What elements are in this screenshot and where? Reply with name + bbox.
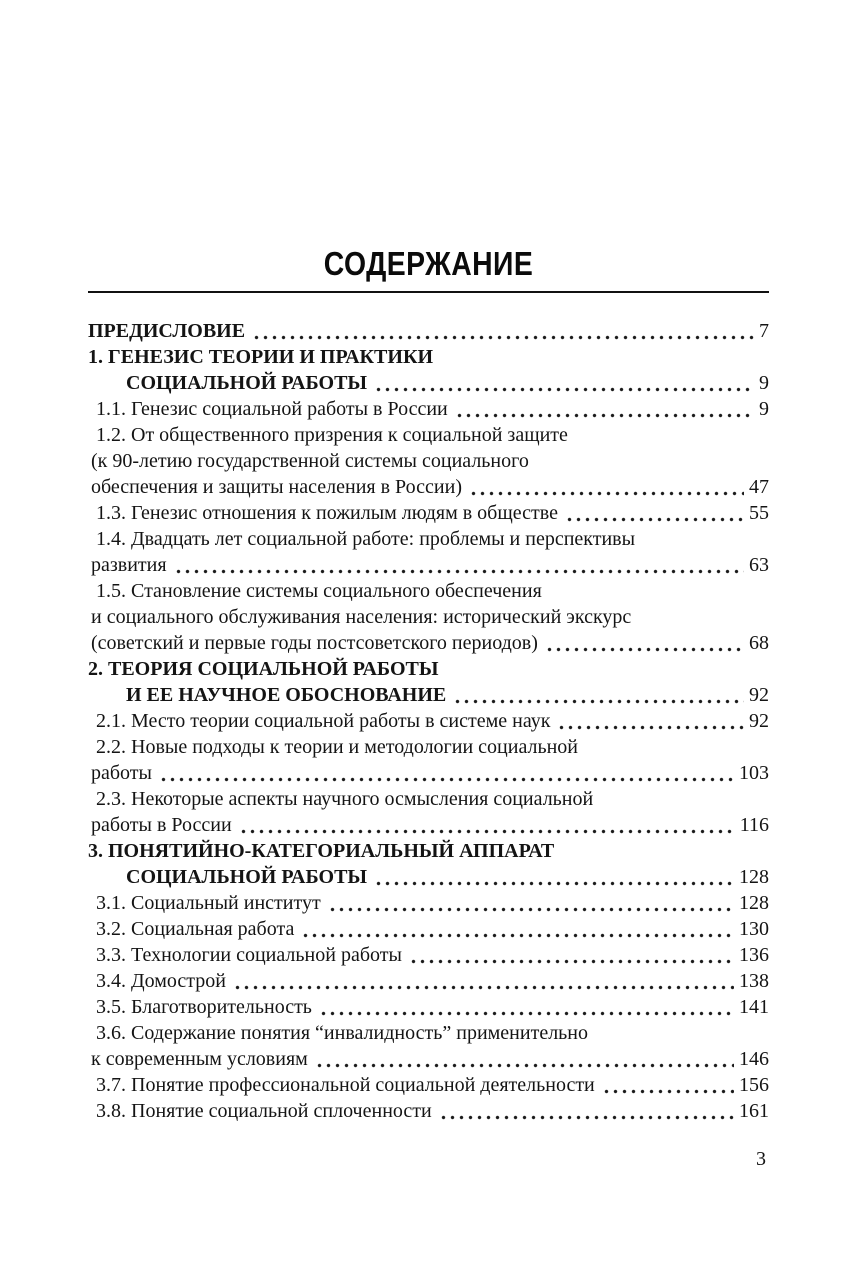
toc-entry-text: 3.5. Благотворительность bbox=[96, 996, 312, 1018]
dot-leader bbox=[453, 682, 744, 708]
toc-content bbox=[88, 0, 769, 1172]
toc-entry bbox=[88, 526, 769, 578]
dot-leader bbox=[174, 552, 744, 578]
toc-entry-text: 1.5. Становление системы социального обеспечения bbox=[96, 580, 542, 602]
dot-leader bbox=[469, 474, 744, 500]
toc-entry-text: СОЦИАЛЬНОЙ РАБОТЫ bbox=[126, 866, 368, 888]
toc-page-number: 55 bbox=[749, 502, 769, 524]
dot-leader bbox=[233, 968, 734, 994]
toc-entry bbox=[88, 838, 769, 890]
toc-entry-text: 3.6. Содержание понятия “инвалидность” применительно bbox=[96, 1022, 589, 1044]
toc-entry-text: И ЕЕ НАУЧНОЕ ОБОСНОВАНИЕ bbox=[126, 684, 447, 706]
toc-page-number: 116 bbox=[739, 814, 769, 836]
dot-leader bbox=[557, 708, 744, 734]
dot-leader bbox=[301, 916, 734, 942]
dot-leader bbox=[409, 942, 734, 968]
toc-entry bbox=[88, 344, 769, 396]
toc-entry-text: (советский и первые годы постсоветского периодов) bbox=[91, 632, 538, 654]
toc-page-number: 138 bbox=[739, 970, 769, 992]
toc-entry bbox=[88, 968, 769, 994]
toc-entry-text: СОЦИАЛЬНОЙ РАБОТЫ bbox=[126, 372, 368, 394]
toc-page-number: 7 bbox=[759, 320, 769, 342]
toc-entry-text: 3.4. Домострой bbox=[96, 970, 226, 992]
toc-entry bbox=[88, 1020, 769, 1072]
toc-entry-text: 3.2. Социальная работа bbox=[96, 918, 295, 940]
toc-entry bbox=[88, 942, 769, 968]
toc-entry bbox=[88, 318, 769, 344]
toc-entry bbox=[88, 578, 769, 656]
dot-leader bbox=[239, 812, 735, 838]
toc-page-number: 47 bbox=[749, 476, 769, 498]
page-title: СОДЕРЖАНИЕ bbox=[323, 245, 534, 282]
toc-entry-text: обеспечения и защиты населения в России) bbox=[91, 476, 462, 498]
dot-leader bbox=[545, 630, 744, 656]
dot-leader bbox=[328, 890, 734, 916]
toc-entry bbox=[88, 708, 769, 734]
toc-entry bbox=[88, 786, 769, 838]
title-rule bbox=[88, 291, 769, 293]
dot-leader bbox=[315, 1046, 734, 1072]
toc-page-number: 136 bbox=[739, 944, 769, 966]
toc-entry bbox=[88, 994, 769, 1020]
toc-entry-text: 3.3. Технологии социальной работы bbox=[96, 944, 402, 966]
toc-entry bbox=[88, 890, 769, 916]
dot-leader bbox=[565, 500, 744, 526]
toc-page-number: 141 bbox=[739, 996, 769, 1018]
toc-page-number: 9 bbox=[759, 398, 769, 420]
toc-entry-text: к современным условиям bbox=[91, 1048, 308, 1070]
dot-leader bbox=[374, 864, 734, 890]
dot-leader bbox=[439, 1098, 734, 1124]
toc-entry-text: 1.4. Двадцать лет социальной работе: проблемы и перспективы bbox=[96, 528, 636, 550]
toc-page-number: 103 bbox=[739, 762, 769, 784]
toc-page-number: 130 bbox=[739, 918, 769, 940]
dot-leader bbox=[602, 1072, 734, 1098]
toc-entry-text: 1.2. От общественного призрения к социальной защите bbox=[96, 424, 568, 446]
dot-leader bbox=[252, 318, 754, 344]
toc-entry-text: развития bbox=[91, 554, 167, 576]
toc-page-number: 146 bbox=[739, 1048, 769, 1070]
toc-entry-text: 1. ГЕНЕЗИС ТЕОРИИ И ПРАКТИКИ bbox=[88, 346, 433, 368]
toc-entry-text: ПРЕДИСЛОВИЕ bbox=[88, 320, 246, 342]
toc-entry-text: и социального обслуживания населения: исторический экскурс bbox=[91, 606, 632, 628]
toc-entry bbox=[88, 422, 769, 500]
toc-entry-text: 3.7. Понятие профессиональной социальной деятельности bbox=[96, 1074, 595, 1096]
page-folio-number: 3 bbox=[756, 1148, 766, 1170]
toc-page-number: 92 bbox=[749, 684, 769, 706]
toc-page-number: 92 bbox=[749, 710, 769, 732]
toc-entry bbox=[88, 1072, 769, 1098]
toc-page-number: 63 bbox=[749, 554, 769, 576]
toc-entry-text: 2.2. Новые подходы к теории и методологии социальной bbox=[96, 736, 579, 758]
toc-page-number: 68 bbox=[749, 632, 769, 654]
toc-entry-text: 1.3. Генезис отношения к пожилым людям в обществе bbox=[96, 502, 558, 524]
toc-entry-text: 2.3. Некоторые аспекты научного осмысления социальной bbox=[96, 788, 594, 810]
toc-entry bbox=[88, 396, 769, 422]
toc-entry-text: (к 90-летию государственной системы социального bbox=[91, 450, 529, 472]
toc-entry-text: 2.1. Место теории социальной работы в системе наук bbox=[96, 710, 551, 732]
toc-entry bbox=[88, 916, 769, 942]
toc-page-number: 161 bbox=[739, 1100, 769, 1122]
toc-page-number: 128 bbox=[739, 892, 769, 914]
toc-entry-text: работы в России bbox=[91, 814, 232, 836]
dot-leader bbox=[159, 760, 734, 786]
dot-leader bbox=[374, 370, 754, 396]
toc-entry-text: 3.8. Понятие социальной сплоченности bbox=[96, 1100, 432, 1122]
toc-entry bbox=[88, 656, 769, 708]
toc-page-number: 156 bbox=[739, 1074, 769, 1096]
toc-entry-text: работы bbox=[91, 762, 152, 784]
toc-entry bbox=[88, 734, 769, 786]
toc-page-number: 128 bbox=[739, 866, 769, 888]
toc-entry-text: 3.1. Социальный институт bbox=[96, 892, 321, 914]
toc-list bbox=[88, 318, 769, 1124]
toc-entry-text: 2. ТЕОРИЯ СОЦИАЛЬНОЙ РАБОТЫ bbox=[88, 658, 439, 680]
dot-leader bbox=[319, 994, 734, 1020]
toc-page-number: 9 bbox=[759, 372, 769, 394]
dot-leader bbox=[455, 396, 754, 422]
toc-entry-text: 1.1. Генезис социальной работы в России bbox=[96, 398, 448, 420]
toc-entry-text: 3. ПОНЯТИЙНО-КАТЕГОРИАЛЬНЫЙ АППАРАТ bbox=[88, 840, 555, 862]
toc-entry bbox=[88, 1098, 769, 1124]
toc-entry bbox=[88, 500, 769, 526]
